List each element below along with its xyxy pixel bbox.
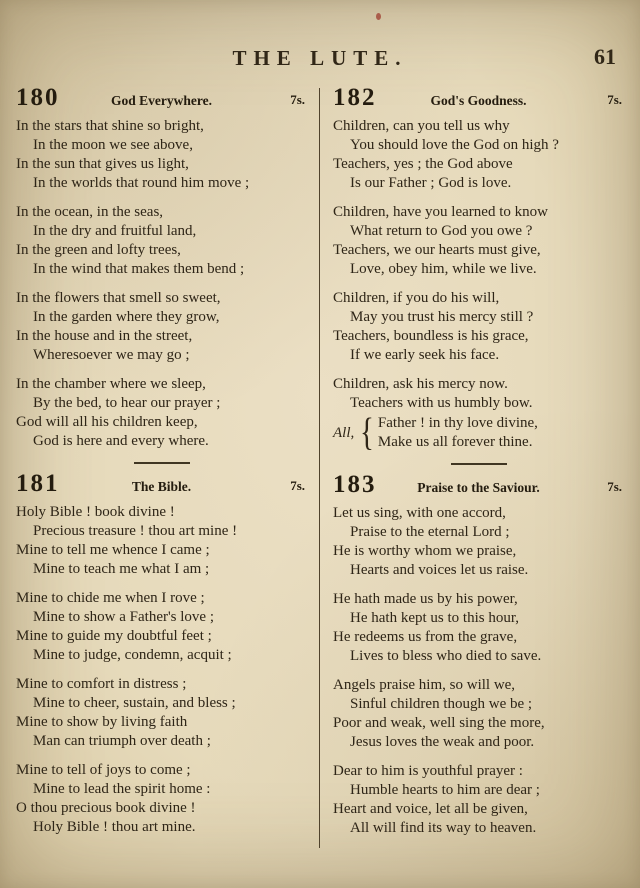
verse-line: Jesus loves the weak and poor. xyxy=(350,733,535,750)
verse-line: O thou precious book divine ! xyxy=(16,799,196,816)
hymn-180 xyxy=(16,84,307,451)
verse-line: In the worlds that round him move ; xyxy=(33,175,250,191)
ink-speck xyxy=(376,13,381,20)
verse-line: Heart and voice, let all be given, xyxy=(333,800,528,817)
verse-line: Father ! in thy love divine, xyxy=(377,415,538,431)
verse-line: Mine to judge, condemn, acquit ; xyxy=(33,646,232,663)
stanza xyxy=(16,675,307,751)
stanza xyxy=(16,375,307,451)
hymn-title: God Everywhere. xyxy=(111,93,212,108)
verse-line: Make us all forever thine. xyxy=(377,434,533,450)
hymn-heading xyxy=(333,470,624,501)
hymn-181 xyxy=(16,469,307,837)
verse-line: In the house and in the street, xyxy=(16,328,193,344)
verse-line: In the wind that makes them bend ; xyxy=(33,261,245,277)
verse-line: Mine to show a Father's love ; xyxy=(33,608,215,625)
column-right xyxy=(319,84,624,848)
brace-icon: { xyxy=(360,410,374,454)
verse-line: Teachers, boundless is his grace, xyxy=(333,328,529,344)
stanza xyxy=(333,590,624,666)
verse-line: Poor and weak, well sing the more, xyxy=(333,714,545,731)
hymn-separator-rule xyxy=(134,462,190,464)
stanza xyxy=(16,761,307,837)
verse-line: In the flowers that smell so sweet, xyxy=(16,290,221,306)
verse-line: Praise to the eternal Lord ; xyxy=(350,523,510,540)
column-left xyxy=(16,84,319,848)
verse-line: Mine to guide my doubtful feet ; xyxy=(16,627,212,644)
hymn-number: 183 xyxy=(333,470,377,498)
verse-line: Mine to chide me when I rove ; xyxy=(16,589,205,606)
verse-line: Teachers, yes ; the God above xyxy=(333,156,513,172)
verse-line: In the garden where they grow, xyxy=(33,309,220,325)
hymn-title: The Bible. xyxy=(131,478,192,494)
hymn-meter: 7s. xyxy=(290,477,305,493)
verse-line: May you trust his mercy still ? xyxy=(350,309,534,325)
stanza xyxy=(333,375,624,452)
verse-line: Lives to bless who died to save. xyxy=(350,647,542,664)
stanza xyxy=(16,289,307,365)
stanza xyxy=(333,762,624,838)
hymn-title: Praise to the Saviour. xyxy=(417,479,540,495)
page-title: THE LUTE. xyxy=(232,46,408,70)
brace-group xyxy=(333,410,624,454)
verse-line: Teachers with us humbly bow. xyxy=(350,395,533,411)
verse-line: Mine to show by living faith xyxy=(16,713,188,730)
verse-line: Love, obey him, while we live. xyxy=(350,261,537,277)
verse-line: You should love the God on high ? xyxy=(350,137,559,153)
verse-line: Humble hearts to him are dear ; xyxy=(350,781,540,798)
verse-line: Holy Bible ! book divine ! xyxy=(16,503,175,520)
verse-line: Let us sing, with one accord, xyxy=(333,504,506,521)
verse-line: In the stars that shine so bright, xyxy=(16,118,204,134)
hymn-meter: 7s. xyxy=(607,92,622,107)
verse-line: He redeems us from the grave, xyxy=(333,628,518,645)
hymn-number: 180 xyxy=(16,84,60,111)
page-number: 61 xyxy=(594,44,616,69)
verse-line: In the moon we see above, xyxy=(33,137,193,153)
brace-label: All, xyxy=(333,424,355,441)
hymn-meter: 7s. xyxy=(290,92,305,107)
verse-line: Mine to tell me whence I came ; xyxy=(16,541,210,558)
hymn-heading xyxy=(16,469,307,500)
verse-line: What return to God you owe ? xyxy=(350,223,533,239)
stanza xyxy=(333,676,624,752)
hymn-separator-rule xyxy=(451,463,507,465)
verse-line: Wheresoever we may go ; xyxy=(33,347,190,363)
verse-line: By the bed, to hear our prayer ; xyxy=(33,395,221,411)
verse-line: In the ocean, in the seas, xyxy=(16,204,164,220)
verse-line: In the green and lofty trees, xyxy=(16,242,181,258)
verse-line: Hearts and voices let us raise. xyxy=(350,561,529,578)
hymn-title: God's Goodness. xyxy=(430,93,527,108)
verse-line: In the sun that gives us light, xyxy=(16,156,189,172)
verse-line: Children, ask his mercy now. xyxy=(333,376,508,392)
stanza xyxy=(16,589,307,665)
verse-line: All will find its way to heaven. xyxy=(350,819,537,836)
hymn-columns xyxy=(0,76,640,848)
verse-line: Mine to cheer, sustain, and bless ; xyxy=(33,694,236,711)
verse-line: Holy Bible ! thou art mine. xyxy=(33,818,196,835)
verse-line: He is worthy whom we praise, xyxy=(333,542,517,559)
verse-line: Is our Father ; God is love. xyxy=(350,175,512,191)
stanza xyxy=(16,503,307,579)
verse-line: Mine to tell of joys to come ; xyxy=(16,761,191,778)
stanza xyxy=(333,289,624,365)
verse-line: If we early seek his face. xyxy=(350,347,500,363)
verse-line: Sinful children though we be ; xyxy=(350,695,533,712)
verse-line: God is here and every where. xyxy=(33,433,209,449)
stanza xyxy=(333,117,624,193)
verse-line: Children, if you do his will, xyxy=(333,290,500,306)
stanza xyxy=(333,504,624,580)
page-header xyxy=(0,46,640,76)
verse-line: Mine to comfort in distress ; xyxy=(16,675,187,692)
verse-line: He hath kept us to this hour, xyxy=(350,609,519,626)
verse-line: Precious treasure ! thou art mine ! xyxy=(33,522,238,539)
verse-line: Angels praise him, so will we, xyxy=(333,676,516,693)
verse-line: Dear to him is youthful prayer : xyxy=(333,762,523,779)
verse-line: Man can triumph over death ; xyxy=(33,732,211,749)
verse-line: In the chamber where we sleep, xyxy=(16,376,206,392)
hymn-182 xyxy=(333,84,624,454)
verse-line: Children, can you tell us why xyxy=(333,118,510,134)
verse-line: In the dry and fruitful land, xyxy=(33,223,197,239)
verse-line: God will all his children keep, xyxy=(16,414,198,430)
hymn-number: 181 xyxy=(16,469,60,497)
hymn-heading xyxy=(333,84,624,114)
hymn-meter: 7s. xyxy=(607,478,622,494)
verse-line: Children, have you learned to know xyxy=(333,204,548,220)
stanza xyxy=(16,203,307,279)
verse-line: Mine to teach me what I am ; xyxy=(33,560,210,577)
hymn-183 xyxy=(333,470,624,838)
verse-line: He hath made us by his power, xyxy=(333,590,518,607)
hymn-number: 182 xyxy=(333,84,377,111)
stanza xyxy=(333,203,624,279)
verse-line: Mine to lead the spirit home : xyxy=(33,780,211,797)
verse-line: Teachers, we our hearts must give, xyxy=(333,242,541,258)
stanza xyxy=(16,117,307,193)
brace-lines xyxy=(378,414,538,452)
hymn-heading xyxy=(16,84,307,114)
